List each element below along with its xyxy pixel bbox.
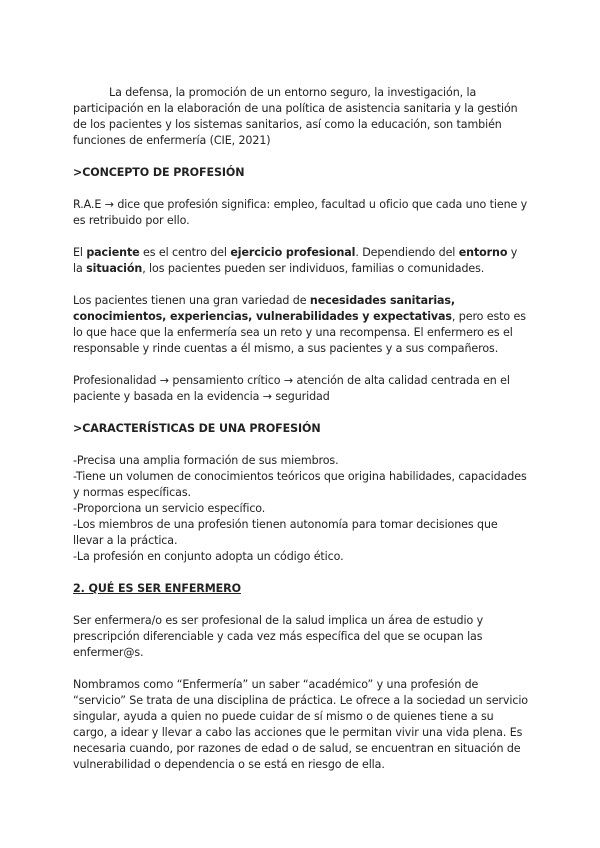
text-segment: El	[73, 246, 87, 259]
caracteristicas-list	[73, 453, 530, 565]
bold-term-entorno: entorno	[458, 246, 508, 259]
list-item: -La profesión en conjunto adopta un código ético.	[73, 550, 344, 563]
necesidades-paragraph	[73, 293, 530, 357]
bold-term-situacion: situación	[86, 262, 143, 275]
text-segment: y la	[73, 246, 518, 275]
bold-term-necesidades: necesidades sanitarias, conocimientos, experiencias, vulnerabilidades y expectativas	[73, 294, 456, 323]
list-item: -Tiene un volumen de conocimientos teóricos que origina habilidades, capacidades y normas específicas.	[73, 470, 527, 499]
text-segment: . Dependiendo del	[355, 246, 459, 259]
heading-section-2: 2. QUÉ ES SER ENFERMERO	[73, 582, 241, 595]
list-item: -Precisa una amplia formación de sus miembros.	[73, 454, 339, 467]
intro-paragraph: La defensa, la promoción de un entorno seguro, la investigación, la participación en la elaboración de una política de asistencia sanitaria y la gestión de los pacientes y los sistemas sanitarios, así como la educación, son también funciones de enfermería (CIE, 2021)	[73, 86, 518, 147]
bold-term-ejercicio-profesional: ejercicio profesional	[230, 246, 356, 259]
list-item: -Proporciona un servicio específico.	[73, 502, 266, 515]
profesionalidad-chain-paragraph: Profesionalidad → pensamiento crítico → atención de alta calidad centrada en el paciente y basada en la evidencia → seguridad	[73, 374, 510, 403]
ser-enfermera-paragraph: Ser enfermera/o es ser profesional de la salud implica un área de estudio y prescripción diferenciable y cada vez más específica del que se ocupan las enfermer@s.	[73, 614, 484, 659]
rae-definition-paragraph: R.A.E → dice que profesión significa: empleo, facultad u oficio que cada uno tiene y es retribuido por ello.	[73, 198, 528, 227]
heading-caracteristicas-profesion: >CARACTERÍSTICAS DE UNA PROFESIÓN	[73, 422, 321, 435]
text-segment: , los pacientes pueden ser individuos, familias o comunidades.	[142, 262, 485, 275]
paciente-paragraph	[73, 245, 530, 277]
list-item: -Los miembros de una profesión tienen autonomía para tomar decisiones que llevar a la práctica.	[73, 518, 498, 547]
bold-term-paciente: paciente	[86, 246, 140, 259]
nombramos-paragraph: Nombramos como “Enfermería” un saber “académico” y una profesión de “servicio” Se trata de una disciplina de práctica. Le ofrece a la sociedad un servicio singular, ayuda a quien no puede cuidar de sí mismo o de quienes tiene a su cargo, a idear y llevar a cabo las acciones que le permitan vivir una vida plena. Es necesaria cuando, por razones de edad o de salud, se encuentran en situación de vulnerabilidad o dependencia o se está en riesgo de ella.	[73, 678, 528, 771]
text-segment: Los pacientes tienen una gran variedad de	[73, 294, 310, 307]
text-segment: , pero esto es lo que hace que la enfermería sea un reto y una recompensa. El enfermero es el responsable y rinde cuentas a él mismo, a sus pacientes y a sus compañeros.	[73, 310, 526, 355]
heading-concepto-profesion: >CONCEPTO DE PROFESIÓN	[73, 166, 245, 179]
text-segment: es el centro del	[139, 246, 231, 259]
